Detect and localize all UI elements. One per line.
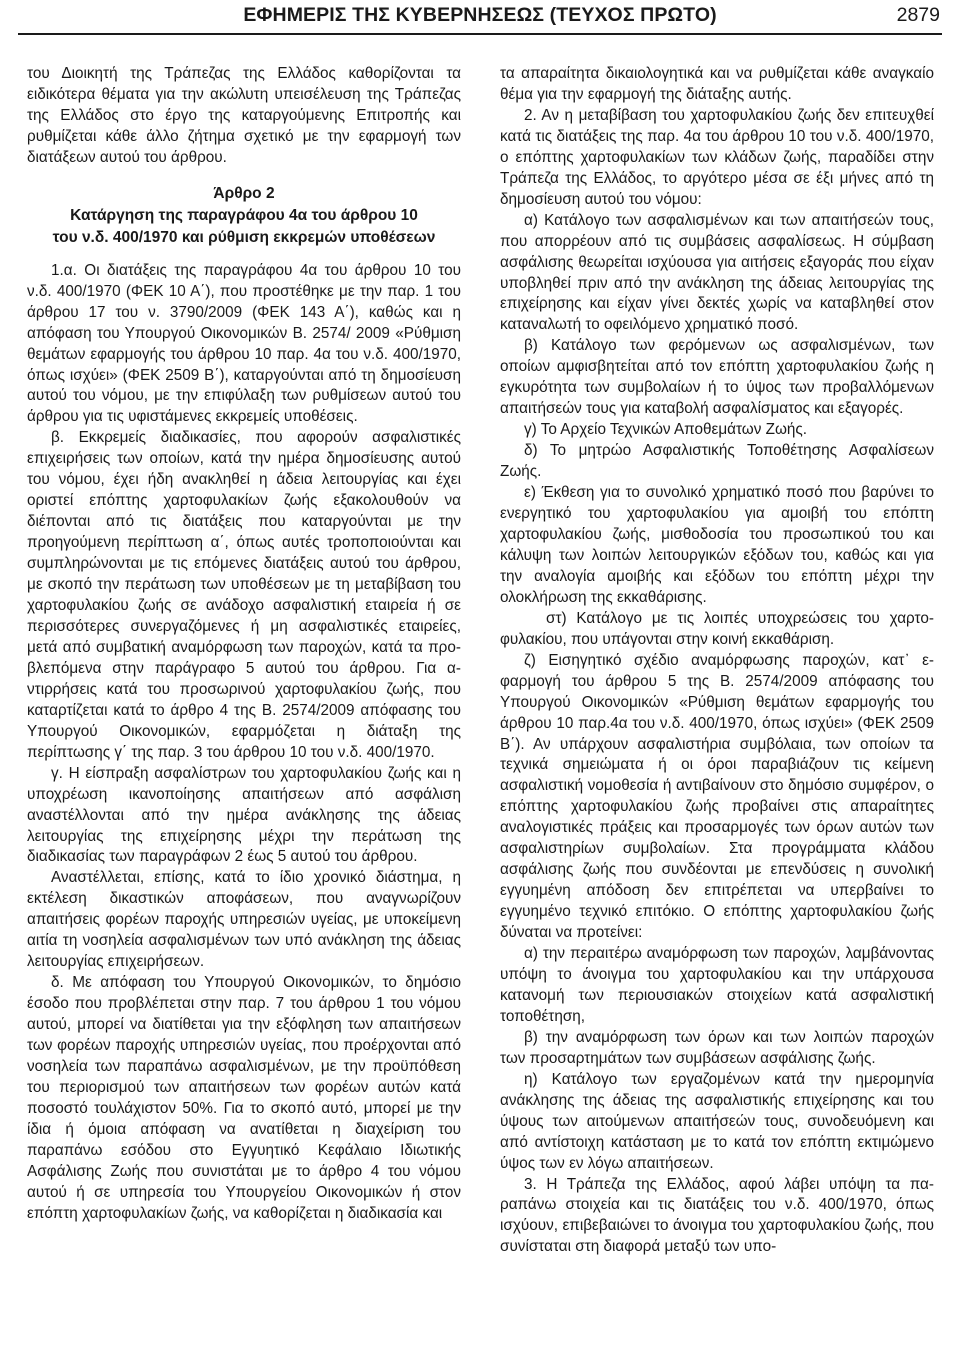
paragraph: Αναστέλλεται, επίσης, κατά το ίδιο χρονικό διάστημα, η εκτέλεση δικαστικών αποφάσεων, που αναγνωρίζουν απαιτήσεις φορέων παροχής υπηρεσιών υγείας, με υποκείμενη αιτία τη νοσηλεία ασφαλισμένων των υπό ανάκληση της άδειας λειτουργίας επιχειρήσεων. bbox=[27, 869, 461, 971]
paragraph: γ. Η είσπραξη ασφαλίστρων του χαρτοφυλακίου ζωής και η υποχρέωση ικανοποίησης απαιτήσεων από ασφάλιση αναστέλλονται από την ημέρα ανάκλησης της άδειας λειτουργίας της επιχείρησης μέχρι την περάτωση της διαδικασίας των παραγράφων 2 έως 5 αυτού του άρθρου. bbox=[27, 764, 461, 866]
paragraph: γ) Το Αρχείο Τεχνικών Αποθεμάτων Ζωής. bbox=[524, 421, 808, 439]
paragraph: τα απαραίτητα δικαιολογητικά και να ρυθμίζεται κάθε αναγκαίο θέμα για την εφαρμογή της διάταξης αυτής. bbox=[500, 65, 934, 103]
paragraph: β) την αναμόρφωση των όρων και των λοιπών παροχών των προσαρτημάτων των συμβάσεων ασφάλισης ζωής. bbox=[500, 1028, 934, 1067]
paragraph: α) Κατάλογο των ασφαλισμένων και των απαιτήσεών τους, που απορρέουν από τις συμβάσεις ασφαλίσεως. Η σύμβαση ασφάλισης θεωρείται ισχύουσα για αιτήσεις εξαγοράς που είχαν υποβληθεί πριν από την ανάκληση της άδειας λειτουργίας της επιχείρησης και είχαν γίνει δεκτές χωρίς να καταβληθεί στον καταναλωτή το οφειλόμενο χρηματικό ποσό. bbox=[500, 211, 934, 334]
header-rule bbox=[18, 33, 942, 35]
paragraph: β. Εκκρεμείς διαδικασίες, που αφορούν ασφαλιστικές επιχειρήσεις των οποίων, κατά την ημέρα δημοσίευσης αυτού του νόμου, έχει ήδη ανακληθεί η άδεια λειτουργίας και έχει οριστεί επόπτης χαρτοφυλακίων ζωής εξακολουθούν να διέπονται από τις διατάξεις που καταργούνται με την προηγούμενη περίπτωση α΄, όπως αυτές τροποποιούνται και συμπληρώνονται με τις επόμενες διατάξεις αυτού του άρθρου, με σκοπό την περάτωση των υποθέσεων με τη μεταβίβαση του χαρτοφυλακίου ζωής σε ανάδοχο ασφαλιστική εταιρεία ή σε περισσότερες συνεργαζόμενες ή μη ασφαλιστικές εταιρείες, μετά από συμβατική αναμόρφωση των παροχών, κατά τα προβλεπόμενα στην παράγραφο 5 αυτού του άρθρου. Για αντιρρήσεις κατά του προσωρινού χαρτοφυλακίου ζωής, που καταρτίζεται κατά το άρθρο 4 της Β. 2574/2009 απόφασης του Υπουργού Οικονομικών, εφαρμόζεται η διάταξη της περίπτωσης γ΄ της παρ. 3 του άρθρου 10 του ν.δ. 400/1970. bbox=[27, 429, 461, 761]
article-heading bbox=[27, 183, 461, 249]
paragraph: α) την περαιτέρω αναμόρφωση των παροχών, λαμβάνοντας υπόψη το άνοιγμα του χαρτοφυλακίου και την υπάρχουσα κατανομή των περιουσιακών στοιχείων κατά ασφαλιστική τοποθέτηση, bbox=[500, 945, 934, 1025]
paragraph: 1.α. Οι διατάξεις της παραγράφου 4α του άρθρου 10 του ν.δ. 400/1970 (ΦΕΚ 10 Α΄), που προστέθηκε με την παρ. 1 του άρθρου 17 του ν. 3790/2009 (ΦΕΚ 143 Α΄), καθώς και η απόφαση του Υπουργού Οικονομικών Β. 2574/ 2009 «Ρύθμιση θεμάτων εφαρμογής του άρθρου 10 παρ. 4α του ν.δ. 400/1970, όπως ισχύει» (ΦΕΚ 2509 Β΄), καταργούνται από τη δημοσίευση αυτού του νόμου, με την επιφύλαξη των ρυθμίσεων αυτού του άρθρου για τις υφιστάμενες εκκρεμείς υποθέσεις. bbox=[27, 261, 461, 426]
journal-title: ΕΦΗΜΕΡΙΣ ΤΗΣ ΚΥΒΕΡΝΗΣΕΩΣ (ΤΕΥΧΟΣ ΠΡΩΤΟ) bbox=[243, 4, 717, 26]
paragraph: δ. Με απόφαση του Υπουργού Οικονομικών, το δημόσιο έσοδο που προβλέπεται στην παρ. 7 του άρθρου 1 του νόμου αυτού, μπορεί να διατίθεται για την εξόφληση των απαιτήσεων των φορέων παροχής υπηρεσιών υγείας, που προέρχονται από νοσηλεία των παραπάνω ασφαλισμένων, με την προϋπόθεση του περιορισμού των απαιτήσεων των φορέων αυτών κατά ποσοστό τουλάχιστον 50%. Για το σκοπό αυτό, μπορεί με την ίδια ή όμοια απόφαση να ανατίθεται η διαχείριση του παραπάνω εσόδου στο Εγγυητικό Κεφάλαιο Ιδιωτικής Ασφάλισης Ζωής που συνιστάται με το άρθρο 4 του νόμου αυτού ή σε υπηρεσία του Υπουργείου Οικονομικών ή στον επόπτη χαρτοφυλακίων ζωής, να καθορίζεται η διαδικασία και bbox=[27, 974, 461, 1222]
page-header bbox=[0, 0, 960, 34]
article-subtitle: Κατάργηση της παραγράφου 4α του άρθρου 10 bbox=[70, 206, 418, 224]
paragraph: 2. Αν η μεταβίβαση του χαρτοφυλακίου ζωής δεν επιτευχθεί κατά τις διατάξεις της παρ. 4α του άρθρου 10 του ν.δ. 400/1970, ο επόπτης χαρτοφυλακίων των κλάδων ζωής, παραδίδει στην Τράπεζα της Ελλάδος, το αργότερο μέσα σε έξι μήνες από τη δημοσίευση αυτού του νόμου: bbox=[500, 106, 934, 208]
article-title: Άρθρο 2 bbox=[213, 184, 275, 202]
paragraph: β) Κατάλογο των φερόμενων ως ασφαλισμένων, των οποίων αμφισβητείται από τον επόπτη χαρτοφυλακίου ζωής η εγκυρότητα των συμβολαίων ή το ύψος των προβαλλόμενων απαιτήσεών τους για καταβολή ασφαλίσματος και εξαγορές. bbox=[500, 337, 934, 418]
paragraph: η) Κατάλογο των εργαζομένων κατά την ημερομηνία ανάκλησης της άδειας της ασφαλιστικής επιχείρησης και του ύψους των αιτούμενων απαιτήσεών τους, συνοδευόμενη και από αντίστοιχη κατάσταση με το κατά τον επόπτη εκτιμώμενο ύψος των εν λόγω απαιτήσεων. bbox=[500, 1070, 934, 1172]
right-column bbox=[500, 64, 934, 1258]
paragraph: δ) Το μητρώο Ασφαλιστικής Τοποθέτησης Ασφαλίσεων Ζωής. bbox=[500, 442, 934, 481]
paragraph: ζ) Εισηγητικό σχέδιο αναμόρφωσης παροχών, κατ᾽ εφαρμογή του άρθρου 5 της Β. 2574/2009 απόφασης του Υπουργού Οικονομικών «Ρύθμιση θεμάτων εφαρμογής του άρθρου 10 παρ.4α του ν.δ. 400/1970, όπως ισχύει» (ΦΕΚ 2509 Β΄). Αν υπάρχουν ασφαλιστήρια συμβόλαια, των οποίων τα τεχνικά σημειώματα ή οι όροι παραβιάζουν τις κείμενη ασφαλιστική νομοθεσία ή αντιβαίνουν στο δημόσιο συμφέρον, ο επόπτης χαρτοφυλακίου ζωής προβαίνει στις απαραίτητες αναλογιστικές πράξεις και προσαρμογές των όρων αυτών των ασφαλιστηρίων συμβολαίων. Στα προγράμματα κλάδου ασφάλισης ζωής που συνδέονται με επενδύσεις η συνολική εγγυημένη απόδοση δεν επιτρέπεται να υπερβαίνει το εγγυημένο τεχνικό επιτόκιο. Ο επόπτης χαρτοφυλακίου ζωής δύναται να προτείνει: bbox=[500, 651, 934, 942]
paragraph: ε) Έκθεση για το συνολικό χρηματικό ποσό που βαρύνει το ενεργητικό του χαρτοφυλακίου για αμοιβή του επόπτη χαρτοφυλακίου ζωής, μισθοδοσία του προσωπικού του και κάλυψη των λοιπών λειτουργικών εξόδων του, καθώς και για την αναλογία αμοιβής και εξόδων του επόπτη μέχρι την ολοκλήρωση της εκκαθάρισης. bbox=[500, 484, 934, 606]
article-subtitle: του ν.δ. 400/1970 και ρύθμιση εκκρεμών υποθέσεων bbox=[52, 228, 436, 246]
page-number: 2879 bbox=[896, 4, 940, 26]
paragraph: του Διοικητή της Τράπεζας της Ελλάδος καθορίζονται τα ειδικότερα θέματα για την ακώλυτη υπεισέλευση της Τράπεζας της Ελλάδος στο έργο της καταργούμενης Επιτροπής και ρυθμίζεται κάθε άλλο ζήτημα σχετικό με την εφαρμογή των διατάξεων αυτού του άρθρου. bbox=[27, 65, 461, 166]
left-column bbox=[27, 64, 461, 1225]
paragraph: 3. Η Τράπεζα της Ελλάδος, αφού λάβει υπόψη τα παραπάνω στοιχεία και τις διατάξεις του ν.δ. 400/1970, όπως ισχύουν, επιβεβαιώνει το άνοιγμα του χαρτοφυλακίου ζωής, που συνίσταται στη διαφορά μεταξύ των υπο- bbox=[500, 1175, 934, 1256]
paragraph: στ) Κατάλογο με τις λοιπές υποχρεώσεις του χαρτοφυλακίου, που υπάγονται στην κοινή εκκαθάριση. bbox=[500, 609, 934, 648]
